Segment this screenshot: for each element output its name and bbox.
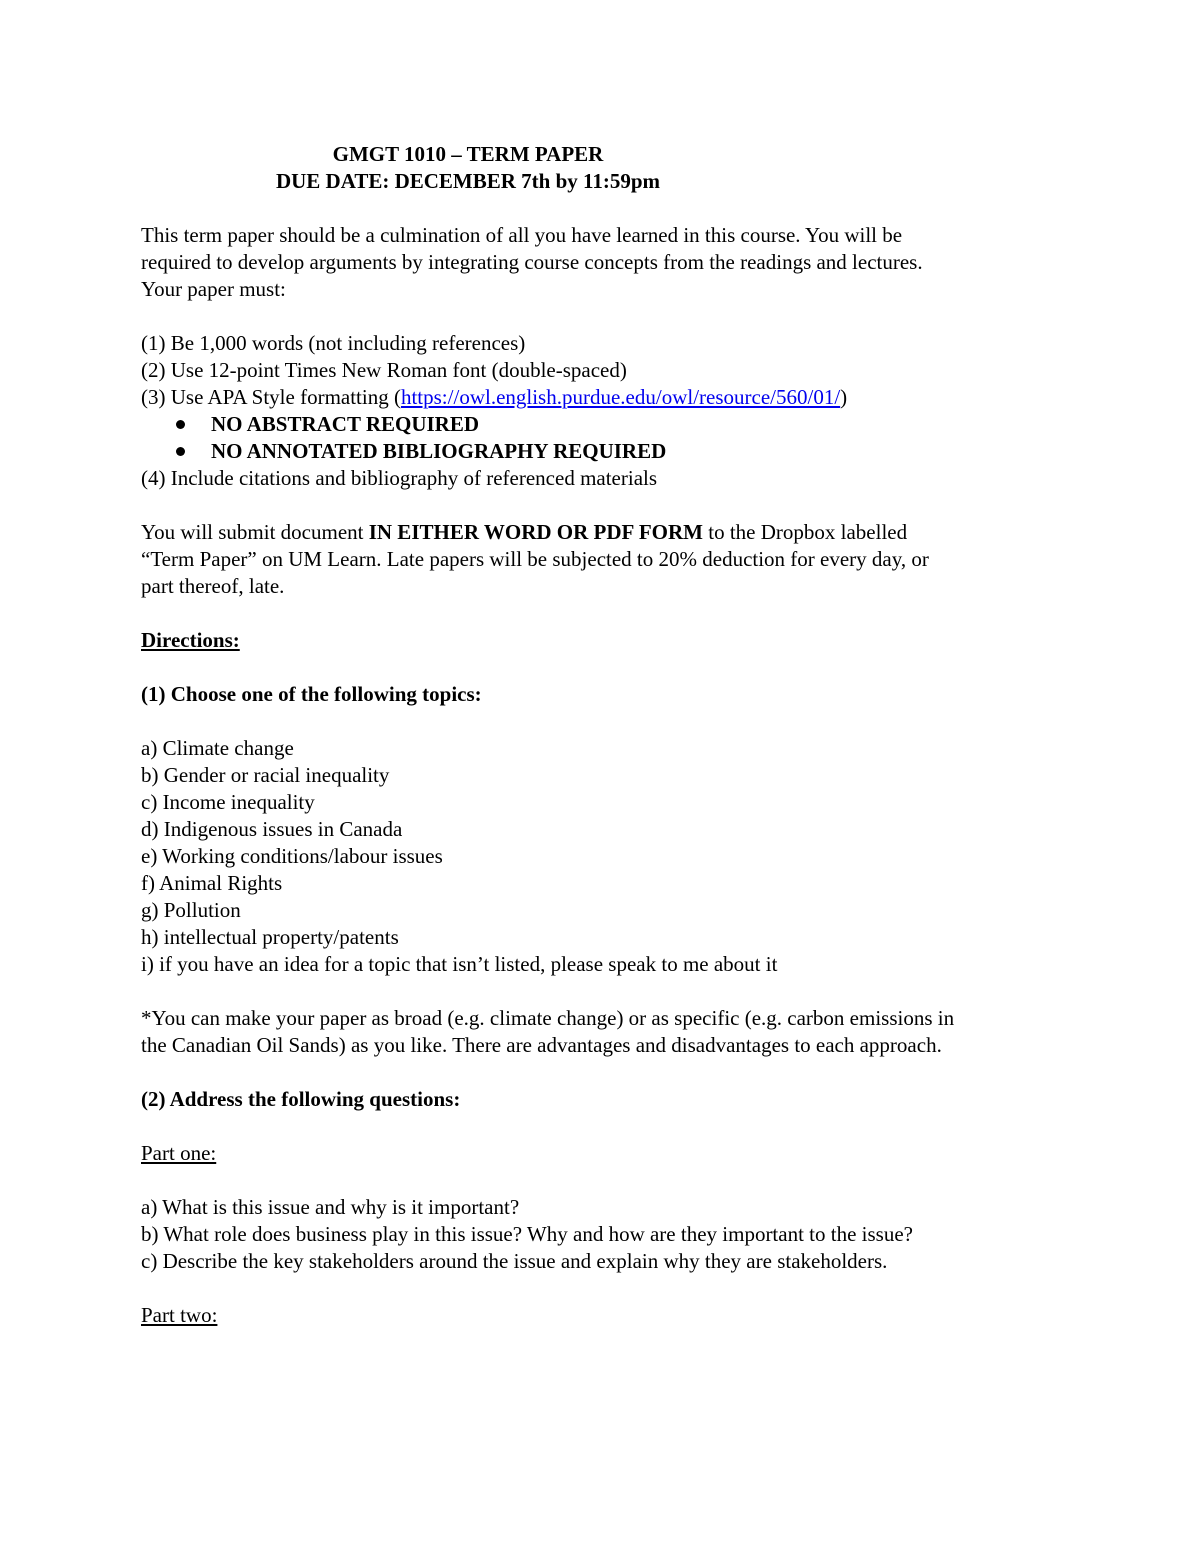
submission-line: part thereof, late. bbox=[141, 574, 285, 598]
submission-line bbox=[141, 519, 1071, 546]
submission-line: “Term Paper” on UM Learn. Late papers will be subjected to 20% deduction for every day, or bbox=[141, 547, 929, 571]
topic-item: c) Income inequality bbox=[141, 790, 315, 814]
submission-prefix: You will submit document bbox=[141, 520, 369, 544]
intro-line: required to develop arguments by integrating course concepts from the readings and lectures. bbox=[141, 250, 923, 274]
topic-item: g) Pollution bbox=[141, 898, 241, 922]
requirement-item: (1) Be 1,000 words (not including references) bbox=[141, 331, 526, 355]
spacer bbox=[141, 492, 1071, 519]
requirement-item bbox=[141, 384, 1071, 411]
spacer bbox=[141, 708, 1071, 735]
topic-item: i) if you have an idea for a topic that isn’t listed, please speak to me about it bbox=[141, 952, 778, 976]
topic-item: a) Climate change bbox=[141, 736, 294, 760]
bullet-icon bbox=[176, 420, 185, 429]
spacer bbox=[141, 303, 1071, 330]
bullet-item bbox=[141, 438, 1071, 465]
question-item: c) Describe the key stakeholders around the issue and explain why they are stakeholders. bbox=[141, 1249, 888, 1273]
question-item: b) What role does business play in this issue? Why and how are they important to the issue? bbox=[141, 1222, 913, 1246]
spacer bbox=[141, 654, 1071, 681]
topic-item: e) Working conditions/labour issues bbox=[141, 844, 443, 868]
topics-list bbox=[141, 735, 1071, 978]
requirement-item: (4) Include citations and bibliography of referenced materials bbox=[141, 466, 658, 490]
document-page bbox=[141, 141, 1071, 1329]
topic-item: d) Indigenous issues in Canada bbox=[141, 817, 403, 841]
scope-note bbox=[141, 1005, 1071, 1059]
bullet-text: NO ANNOTATED BIBLIOGRAPHY REQUIRED bbox=[211, 439, 667, 463]
requirement-prefix: (3) Use APA Style formatting ( bbox=[141, 385, 401, 409]
spacer bbox=[141, 1059, 1071, 1086]
directions-heading: Directions: bbox=[141, 628, 240, 652]
note-line: the Canadian Oil Sands) as you like. There are advantages and disadvantages to each approach. bbox=[141, 1033, 942, 1057]
spacer bbox=[141, 600, 1071, 627]
intro-paragraph bbox=[141, 222, 1071, 303]
requirement-item: (2) Use 12-point Times New Roman font (double-spaced) bbox=[141, 358, 627, 382]
title-block bbox=[141, 141, 1051, 195]
submission-suffix: to the Dropbox labelled bbox=[702, 520, 908, 544]
topic-item: h) intellectual property/patents bbox=[141, 925, 399, 949]
intro-line: Your paper must: bbox=[141, 277, 286, 301]
submission-paragraph bbox=[141, 519, 1071, 600]
step-two-heading: (2) Address the following questions: bbox=[141, 1087, 461, 1111]
question-item: a) What is this issue and why is it important? bbox=[141, 1195, 520, 1219]
bullet-item bbox=[141, 411, 1071, 438]
note-line: *You can make your paper as broad (e.g. climate change) or as specific (e.g. carbon emissions in bbox=[141, 1006, 955, 1030]
topic-item: f) Animal Rights bbox=[141, 871, 283, 895]
topic-item: b) Gender or racial inequality bbox=[141, 763, 390, 787]
step-one-heading: (1) Choose one of the following topics: bbox=[141, 682, 482, 706]
due-date: DUE DATE: DECEMBER 7th by 11:59pm bbox=[275, 169, 661, 193]
bullet-icon bbox=[176, 447, 185, 456]
requirement-suffix: ) bbox=[840, 385, 848, 409]
apa-style-link[interactable]: https://owl.english.purdue.edu/owl/resource/560/01/ bbox=[400, 385, 841, 409]
spacer bbox=[141, 1113, 1071, 1140]
part-two-heading: Part two: bbox=[141, 1303, 218, 1327]
part-one-heading: Part one: bbox=[141, 1141, 217, 1165]
intro-line: This term paper should be a culmination of all you have learned in this course. You will be bbox=[141, 223, 903, 247]
submission-format: IN EITHER WORD OR PDF FORM bbox=[368, 520, 703, 544]
requirements-list bbox=[141, 330, 1071, 492]
bullet-text: NO ABSTRACT REQUIRED bbox=[211, 412, 480, 436]
spacer bbox=[141, 1167, 1071, 1194]
spacer bbox=[141, 195, 1071, 222]
spacer bbox=[141, 978, 1071, 1005]
spacer bbox=[141, 1275, 1071, 1302]
part-one-questions bbox=[141, 1194, 1071, 1275]
document-title: GMGT 1010 – TERM PAPER bbox=[332, 142, 604, 166]
